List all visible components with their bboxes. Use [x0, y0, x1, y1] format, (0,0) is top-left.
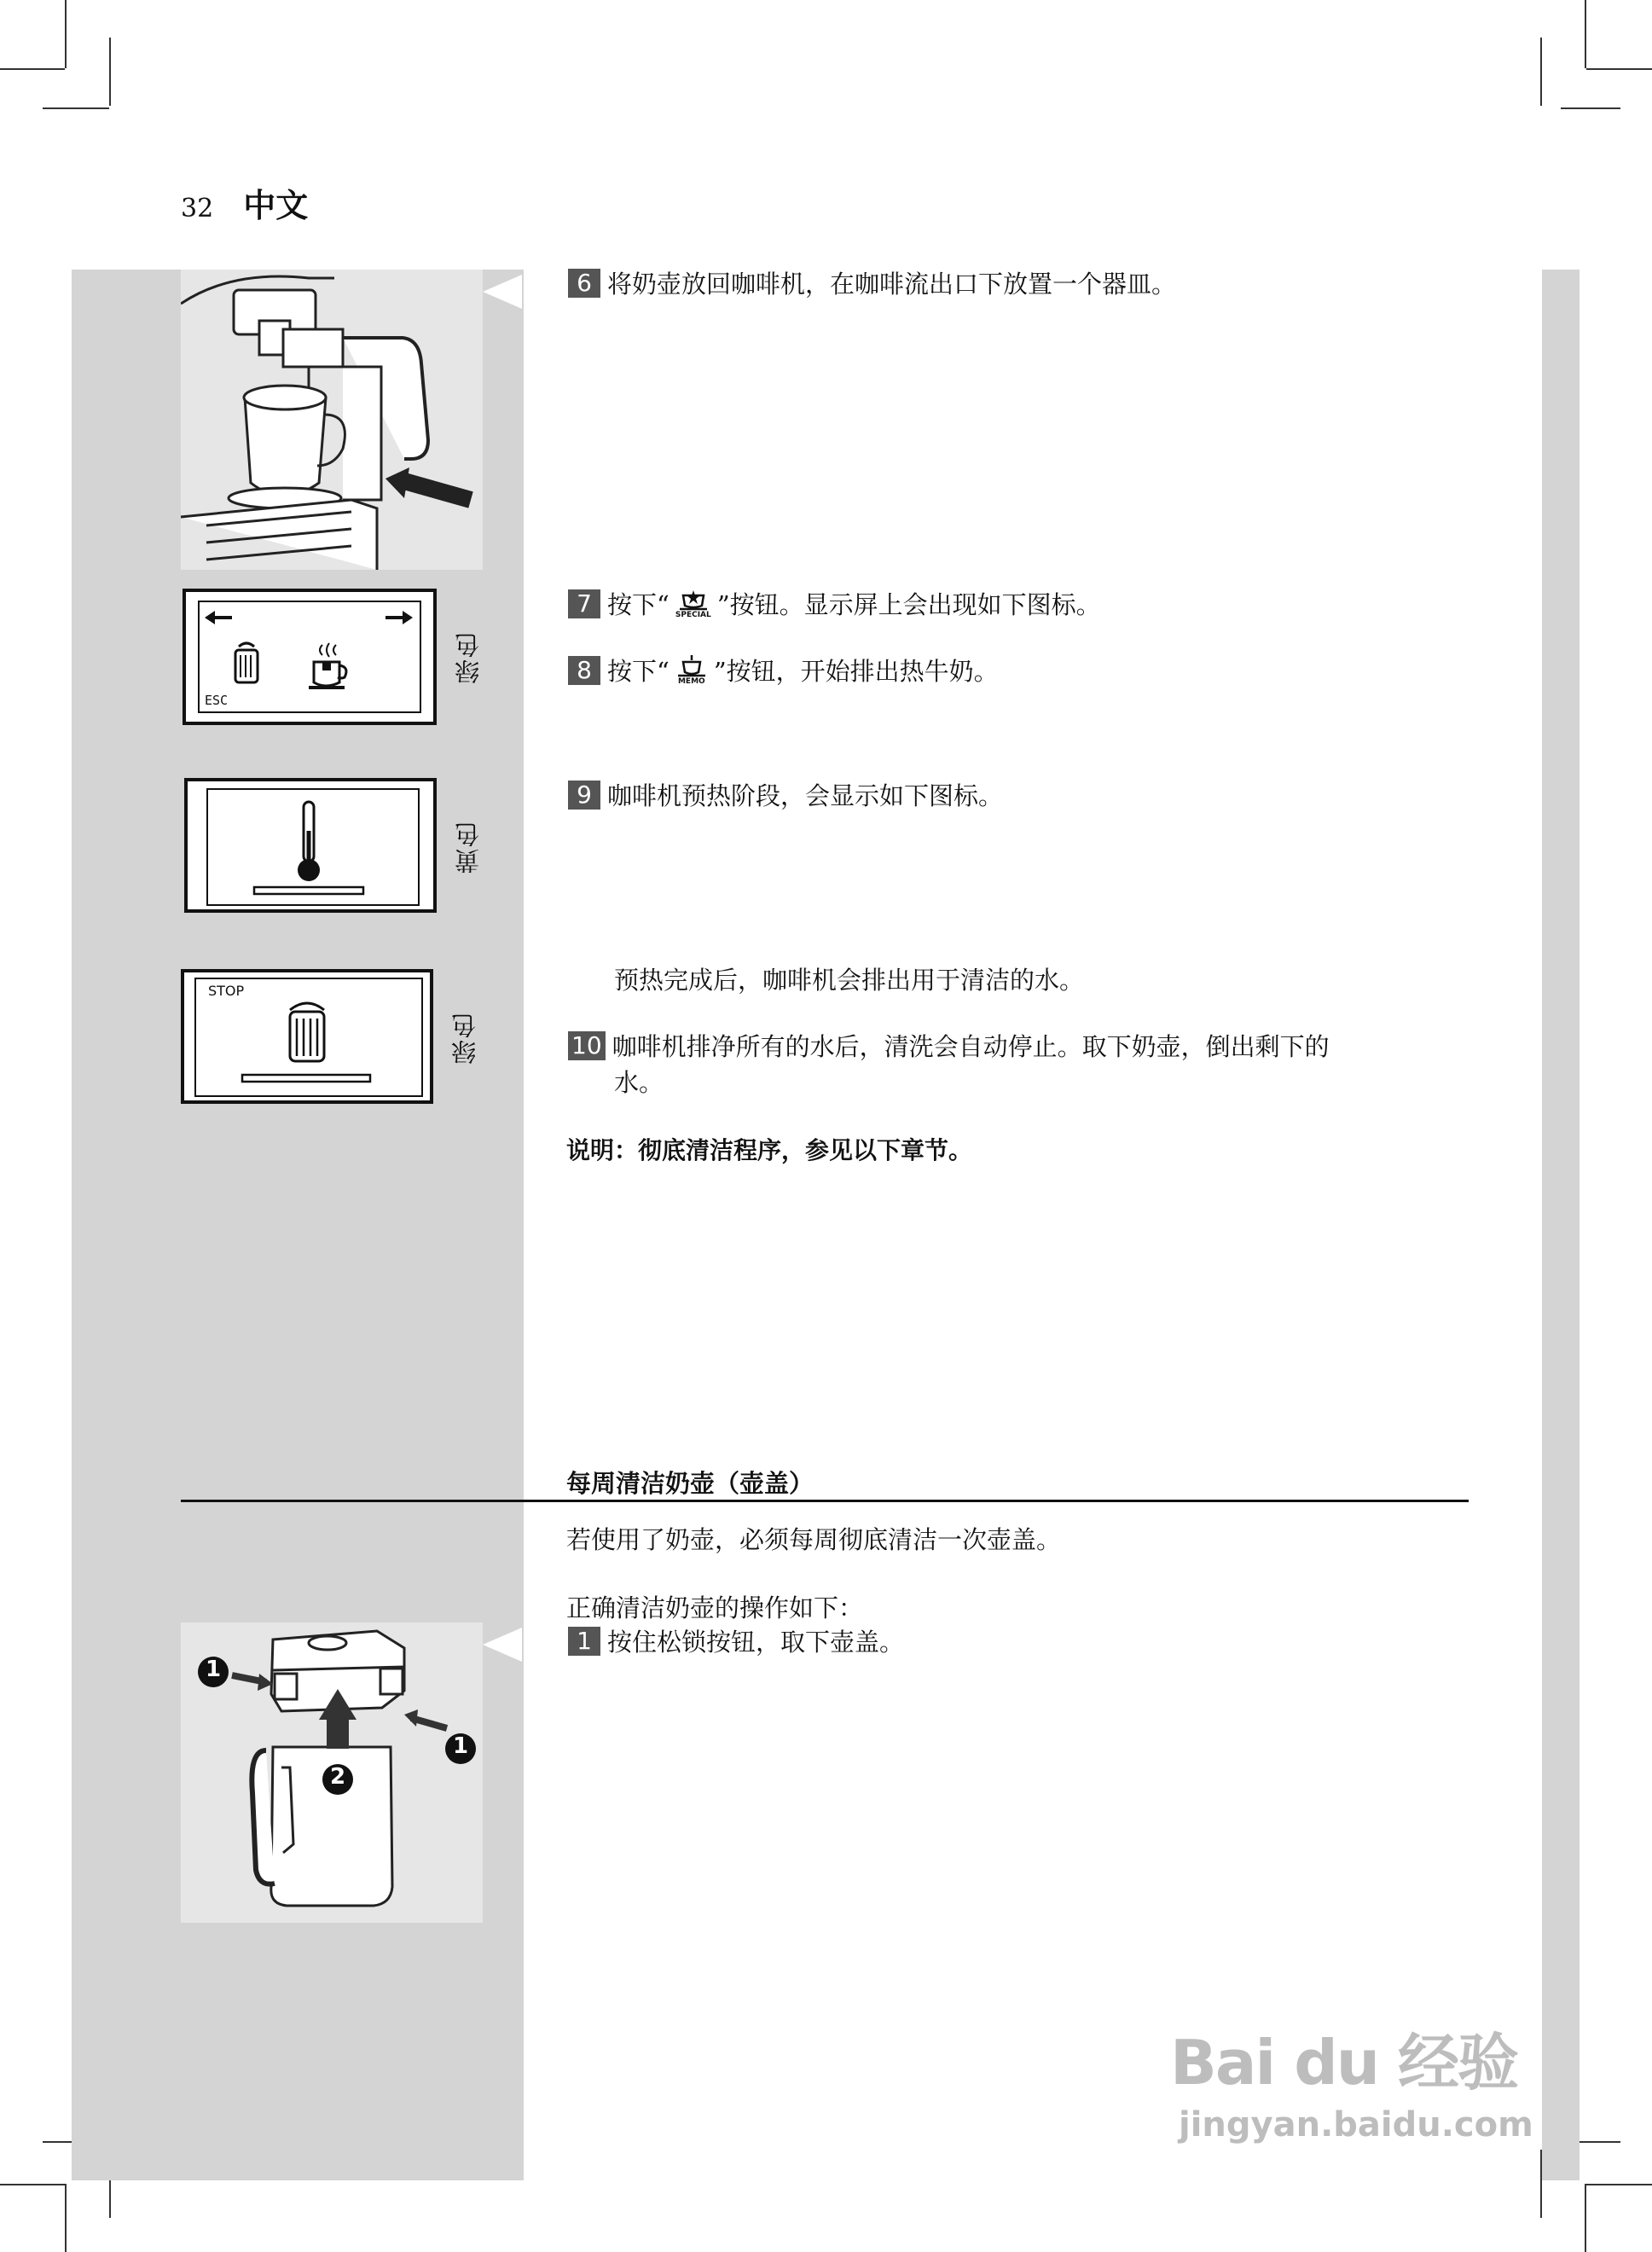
coffee-machine-drawing	[181, 270, 483, 570]
milk-jug-illustration	[181, 1622, 483, 1923]
crop-mark	[109, 38, 111, 106]
step-6	[568, 266, 1176, 302]
step-text-pre: 按下“	[607, 657, 669, 686]
coffee-machine-illustration	[181, 270, 483, 570]
preheat-done-text: 预热完成后，咖啡机会排出用于清洁的水。	[614, 966, 1085, 995]
page-number: 32	[181, 194, 214, 223]
crop-mark	[1561, 107, 1620, 109]
lcd-display-preheat	[184, 778, 437, 913]
language-label: 中文	[243, 187, 309, 224]
marker-release-left: 1	[205, 1657, 222, 1682]
callout-pointer	[483, 1628, 522, 1662]
step-9	[568, 778, 1003, 814]
crop-mark	[0, 68, 65, 70]
step-number: 10	[568, 1031, 606, 1060]
watermark-brand: Bai du 经验	[1170, 2027, 1518, 2098]
step-text: 按住松锁按钮，取下壶盖。	[607, 1628, 905, 1657]
right-sidebar	[1542, 270, 1580, 2180]
lcd-menu-icons	[198, 601, 421, 713]
step-text: 将奶壶放回咖啡机，在咖啡流出口下放置一个器皿。	[607, 270, 1177, 299]
section-divider	[181, 1500, 1469, 1502]
note-text: 说明：彻底清洁程序，参见以下章节。	[566, 1136, 973, 1164]
crop-mark	[65, 2184, 67, 2252]
crop-mark	[0, 2184, 65, 2185]
step-10-continued: 水。	[614, 1068, 664, 1097]
memo-button-icon	[669, 653, 714, 689]
crop-mark	[65, 0, 67, 68]
special-button-icon	[669, 587, 717, 623]
step-7	[568, 587, 1101, 623]
step-number: 7	[568, 589, 600, 618]
lcd-stop-label: STOP	[208, 983, 245, 999]
lcd-display-stop	[181, 969, 433, 1104]
step-text-post: ”按钮，开始排出热牛奶。	[713, 657, 999, 686]
crop-mark	[1585, 2184, 1586, 2252]
marker-lift: 2	[329, 1764, 346, 1790]
marker-release-right: 1	[452, 1733, 469, 1759]
crop-mark	[1586, 68, 1652, 70]
thermometer-icon	[206, 788, 420, 906]
watermark-url: jingyan.baidu.com	[1179, 2105, 1533, 2145]
crop-mark	[1540, 38, 1542, 106]
crop-mark	[43, 107, 109, 109]
crop-mark	[1586, 2184, 1652, 2185]
crop-mark	[1585, 0, 1586, 68]
display-color-label: 绿色	[450, 1012, 479, 1065]
step-1	[568, 1624, 904, 1660]
step-10	[568, 1029, 1330, 1065]
step-8	[568, 653, 999, 689]
callout-pointer	[483, 275, 522, 309]
section-intro: 若使用了奶壶，必须每周彻底清洁一次壶盖。	[566, 1525, 1062, 1554]
special-button-label: SPECIAL	[675, 611, 711, 619]
step-text-post: ”按钮。显示屏上会出现如下图标。	[716, 590, 1101, 619]
step-text: 咖啡机排净所有的水后，清洗会自动停止。取下奶壶，倒出剩下的	[612, 1032, 1330, 1061]
step-number: 8	[568, 656, 600, 685]
lcd-esc-label: ESC	[205, 693, 229, 708]
display-color-label: 黄色	[454, 821, 483, 874]
step-text-pre: 按下“	[607, 590, 669, 619]
step-number: 1	[568, 1627, 600, 1656]
baidu-watermark	[1170, 2013, 1533, 2145]
lcd-display-menu	[183, 589, 437, 725]
step-number: 6	[568, 269, 600, 298]
star-cup-icon	[669, 587, 717, 612]
display-color-label: 绿色	[454, 631, 483, 684]
cup-icon	[669, 653, 714, 679]
step-number: 9	[568, 781, 600, 810]
memo-button-label: MEMO	[677, 677, 705, 686]
section-heading: 每周清洁奶壶（壶盖）	[566, 1469, 814, 1498]
page-header	[181, 179, 308, 226]
step-text: 咖啡机预热阶段，会显示如下图标。	[607, 781, 1004, 810]
procedure-intro: 正确清洁奶壶的操作如下：	[566, 1593, 864, 1622]
